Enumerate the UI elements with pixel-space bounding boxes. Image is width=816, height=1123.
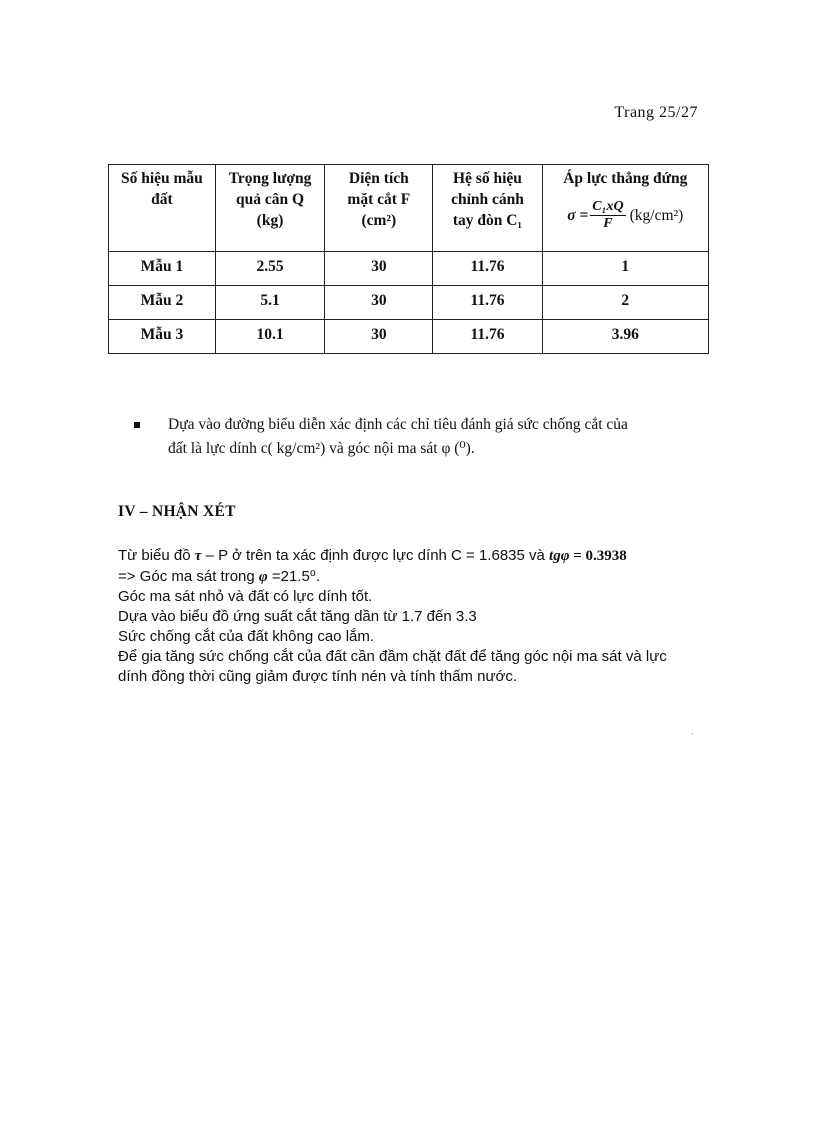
bullet-line: đất là lực dính c( kg/cm²) và góc nội ma sát φ (⁰). [168,440,475,457]
section-heading: IV – NHẬN XÉT [118,503,236,520]
table-cell: 1 [542,252,708,286]
remark-line [118,546,718,566]
table-cell: 2 [542,286,708,320]
header-pressure [542,165,708,252]
remark-text: => Góc ma sát trong [118,568,259,585]
formula-fraction [590,199,625,232]
stray-dot [692,733,693,734]
remark-line: Để gia tăng sức chống cắt của đất cần đầm chặt đất để tăng góc nội ma sát và lực [118,648,667,665]
table-cell: 30 [325,252,433,286]
table-row [109,320,709,354]
header-weight-line: quả cân Q [235,191,305,208]
header-coef-line: chỉnh cánh [451,191,524,208]
table-cell: 30 [325,286,433,320]
table-cell: 11.76 [433,320,542,354]
header-weight [215,165,325,252]
tg-phi-symbol: tgφ [549,548,570,564]
header-sample-line: Số hiệu mẫu [120,170,203,187]
header-area-line: mặt cắt F [347,191,411,208]
header-sample-line: đất [151,191,173,208]
remark-text: =21.5⁰. [267,568,320,585]
header-coef-line: Hệ số hiệu [453,170,522,187]
bullet-paragraph [168,413,708,461]
page-number: Trang 25/27 [614,104,698,121]
formula-lhs: σ = [567,207,589,224]
phi-symbol: φ [258,569,268,585]
remark-text: Từ biểu đồ [118,547,191,564]
table-cell: 3.96 [542,320,708,354]
tg-phi-value: = 0.3938 [569,548,627,564]
table-cell: Mẫu 3 [109,320,216,354]
header-area-line: Diện tích [348,170,409,187]
measurement-table [108,164,709,354]
remarks-body [118,546,718,687]
formula-numerator: C₁xQ [592,199,624,214]
sigma-formula [567,199,683,232]
table-cell: 10.1 [215,320,325,354]
header-pressure-title: Áp lực thẳng đứng [563,170,688,187]
remark-text: – P ở trên ta xác định được lực dính C = 1.6835 và [201,547,550,564]
table-cell: Mẫu 1 [109,252,216,286]
table-header-row [109,165,709,252]
remark-line: dính đồng thời cũng giảm được tính nén và tính thấm nước. [118,668,517,685]
header-weight-line: Trọng lượng [228,170,312,187]
header-sample [109,165,216,252]
formula-unit: (kg/cm²) [629,207,684,224]
remark-line: Sức chống cắt của đất không cao lắm. [118,628,375,645]
table-cell: 30 [325,320,433,354]
table-row [109,252,709,286]
table-cell: 5.1 [215,286,325,320]
header-coefficient [433,165,542,252]
table-cell: Mẫu 2 [109,286,216,320]
table-cell: 11.76 [433,286,542,320]
header-area-line: (cm²) [361,212,397,229]
remark-line: Dựa vào biểu đồ ứng suất cắt tăng dần từ 1.7 đến 3.3 [118,608,477,625]
header-area [325,165,433,252]
table-row [109,286,709,320]
tau-symbol: τ [194,548,202,564]
remark-line: Góc ma sát nhỏ và đất có lực dính tốt. [118,588,373,605]
bullet-square-icon [134,422,140,428]
bullet-line: Dựa vào đường biểu diễn xác định các chỉ tiêu đánh giá sức chống cắt của [168,416,628,433]
formula-denominator: F [603,216,613,231]
table-cell: 2.55 [215,252,325,286]
remark-line [118,567,718,587]
header-coef-line: tay đòn C₁ [452,212,523,229]
table-cell: 11.76 [433,252,542,286]
header-weight-line: (kg) [256,212,284,229]
